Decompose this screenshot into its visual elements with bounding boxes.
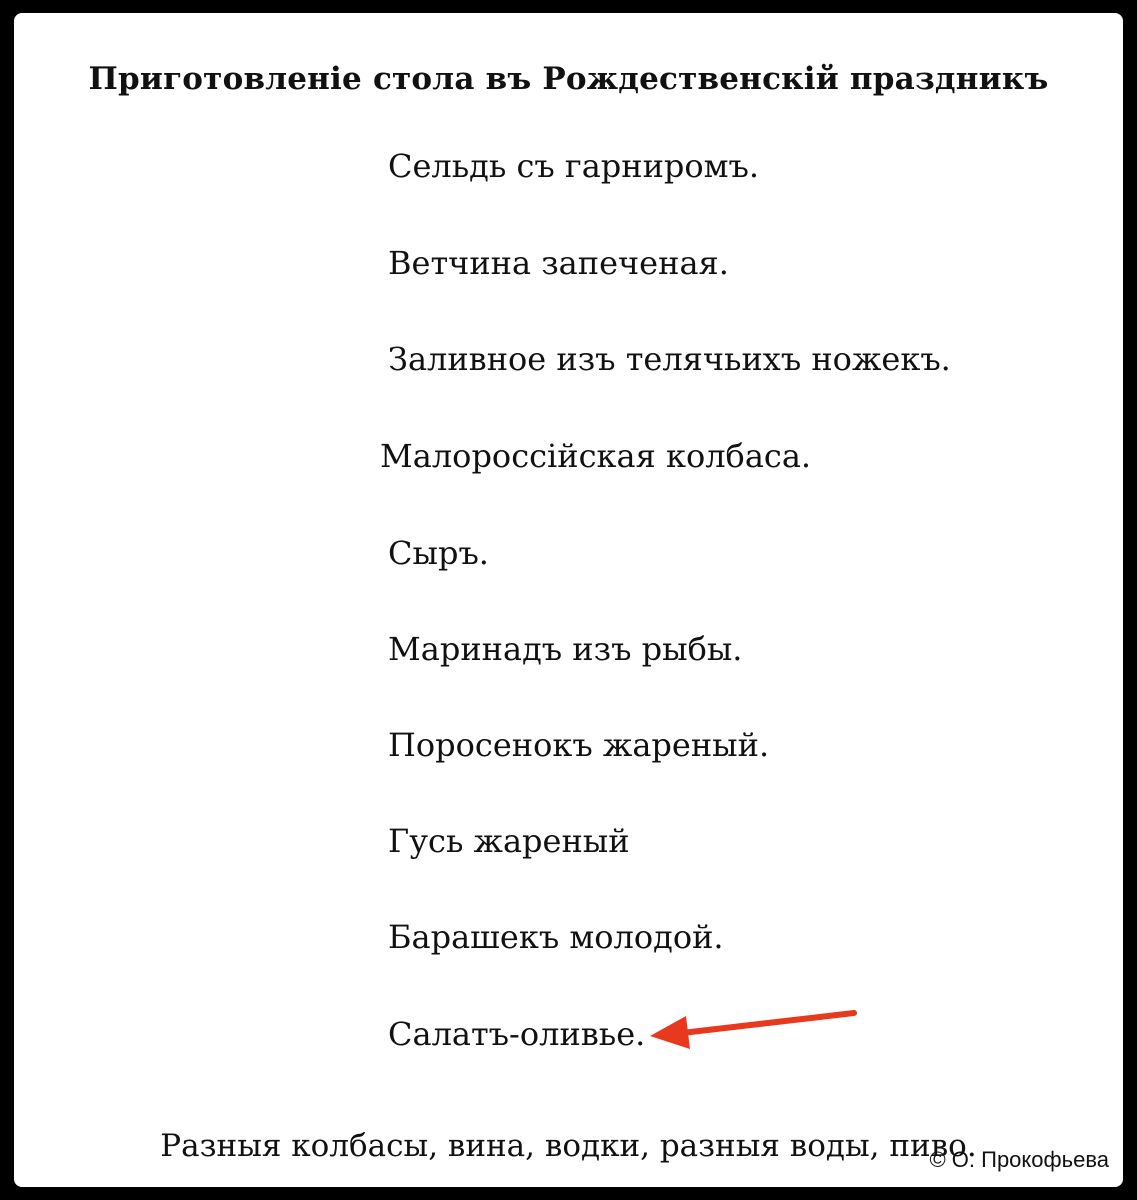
menu-item: Гусь жареный: [388, 822, 630, 860]
copyright-watermark: © О. Прокофьева: [929, 1147, 1109, 1172]
menu-item: Маринадъ изъ рыбы.: [388, 630, 743, 668]
menu-item: Поросенокъ жареный.: [388, 726, 770, 764]
menu-item: Сыръ.: [388, 534, 489, 572]
menu-item: Заливное изъ телячьихъ ножекъ.: [388, 340, 951, 378]
menu-item: Ветчина запеченая.: [388, 244, 729, 282]
footer-note: Разныя колбасы, вина, водки, разныя воды, пиво.: [160, 1128, 977, 1164]
menu-item: Сельдь съ гарниромъ.: [388, 147, 760, 185]
document-page: [14, 13, 1123, 1187]
red-arrow-icon: [14, 13, 1123, 1187]
menu-item: Барашекъ молодой.: [388, 918, 724, 956]
document-title: Приготовленіе стола въ Рождественскій праздникъ: [88, 61, 1049, 97]
menu-item-highlighted: Салатъ-оливье.: [388, 1015, 646, 1053]
menu-item: Малороссійская колбаса.: [380, 437, 812, 475]
